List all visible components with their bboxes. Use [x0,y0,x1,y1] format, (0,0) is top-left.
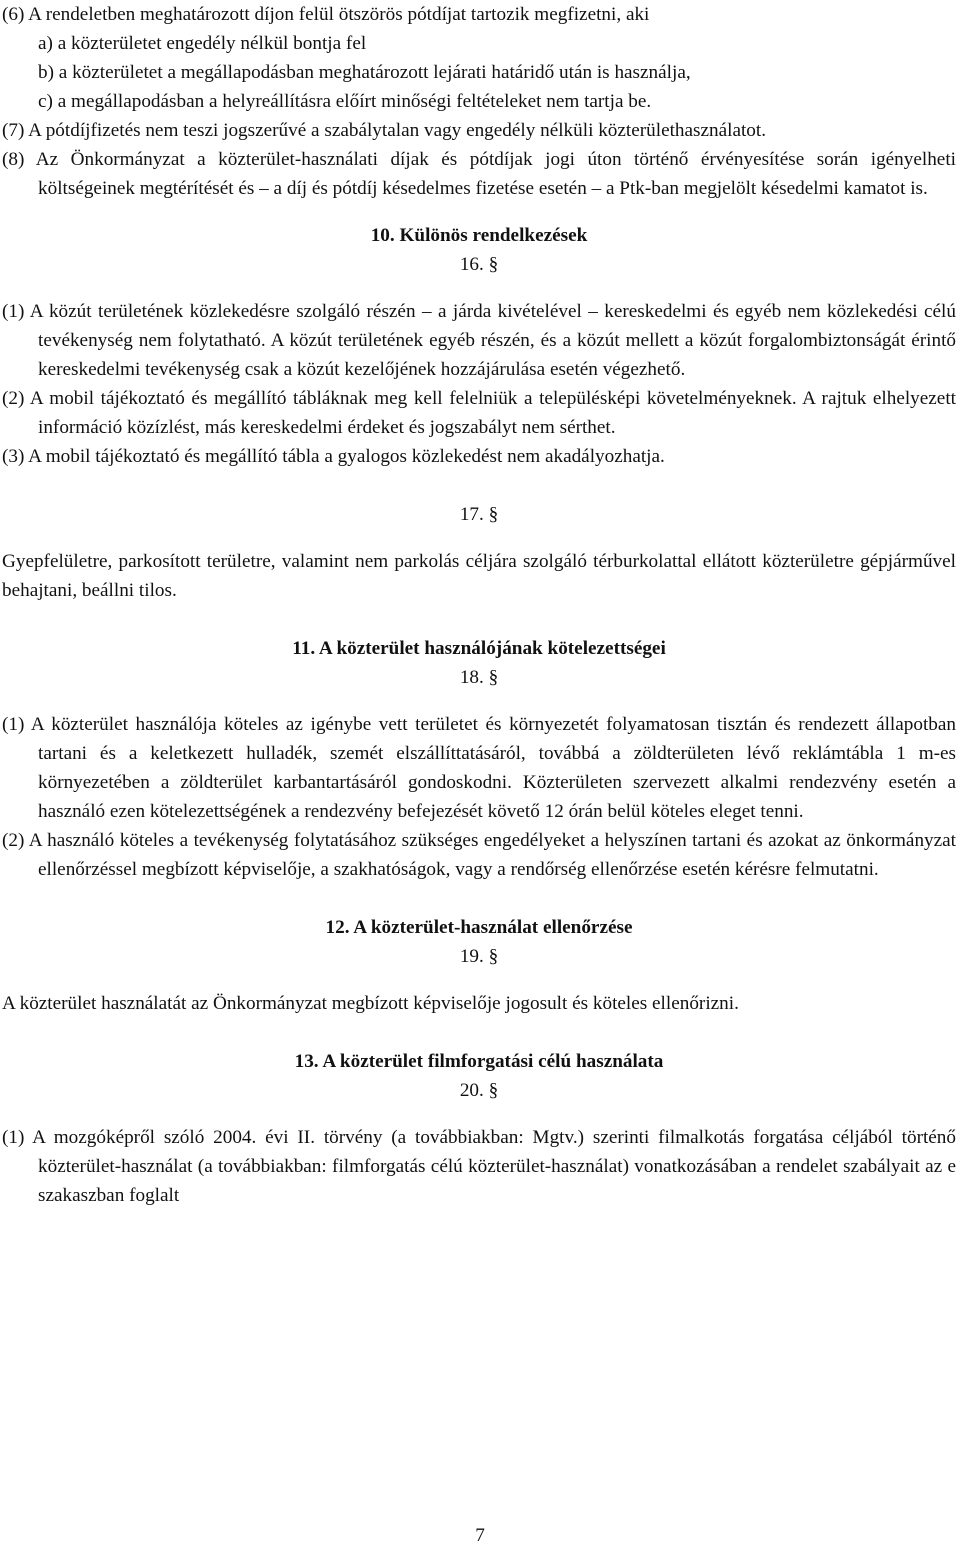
paragraph-6-intro: (6) A rendeletben meghatározott díjon felül ötszörös pótdíjat tartozik megfizetni, aki [2,4,650,25]
chapter-11-title: 11. A közterület használójának kötelezettségei [292,638,666,659]
section-18-number: 18. § [459,667,499,688]
paragraph-8: (8) Az Önkormányzat a közterület-használati díjak és pótdíjak jogi úton történő érvényesítése során igényelheti költségeinek megtérítését és – a díj és pótdíj késedelmes fizetése esetén – a Ptk-ban megjelölt késedelmi kamatot is. [2,149,956,199]
section-20-number: 20. § [459,1080,499,1101]
page-number: 7 [475,1525,485,1546]
paragraph-6-a: a) a közterületet engedély nélkül bontja fel [38,33,367,54]
section-20-paragraph-1: (1) A mozgóképről szóló 2004. évi II. törvény (a továbbiakban: Mgtv.) szerinti filmalkotás forgatása céljából történő közterület-használat (a továbbiakban: filmforgatás célú közterület-használat) vonatkozásában a rendelet szabályait az e szakaszban foglalt [2,1127,956,1206]
document-page [2,0,956,1210]
paragraph-6-b: b) a közterületet a megállapodásban meghatározott lejárati határidő után is használja, [38,62,691,83]
section-19-text: A közterület használatát az Önkormányzat megbízott képviselője jogosult és köteles ellenőrizni. [2,993,739,1014]
section-18-paragraph-1: (1) A közterület használója köteles az igénybe vett területet és környezetét folyamatosan tisztán és rendezett állapotban tartani és a keletkezett hulladék, szemét elszállíttatásáról, továbbá a zöldterületen lévő reklámtábla 1 m-es környezetében a zöldterület karbantartásáról gondoskodni. Közterületen szervezett alkalmi rendezvény esetén a használó ezen kötelezettségének a rendezvény befejezését követő 12 órán belül köteles eleget tenni. [2,714,956,822]
section-18-paragraph-2: (2) A használó köteles a tevékenység folytatásához szükséges engedélyeket a helyszínen tartani és azokat az önkormányzat ellenőrzéssel megbízott képviselője, a szakhatóságok, vagy a rendőrség ellenőrzése esetén kérésre felmutatni. [2,830,956,880]
paragraph-6-c: c) a megállapodásban a helyreállításra előírt minőségi feltételeket nem tartja be. [38,91,652,112]
section-19-number: 19. § [459,946,499,967]
section-16-paragraph-3: (3) A mobil tájékoztató és megállító tábla a gyalogos közlekedést nem akadályozhatja. [2,446,665,467]
chapter-12-title: 12. A közterület-használat ellenőrzése [325,917,633,938]
section-16-paragraph-2: (2) A mobil tájékoztató és megállító tábláknak meg kell felelniük a településképi követelményeknek. A rajtuk elhelyezett információ közízlést, más kereskedelmi érdeket és jogszabályt nem sérthet. [2,388,956,438]
chapter-13-title: 13. A közterület filmforgatási célú használata [294,1051,664,1072]
chapter-10-title: 10. Különös rendelkezések [370,225,588,246]
section-17-number: 17. § [459,504,499,525]
section-16-paragraph-1: (1) A közút területének közlekedésre szolgáló részén – a járda kivételével – kereskedelmi és egyéb nem közlekedési célú tevékenység nem folytatható. A közút területének egyéb részén, és a közút mellett a közút forgalombiztonságát érintő kereskedelmi tevékenység csak a közút kezelőjének hozzájárulása esetén végezhető. [2,301,956,380]
paragraph-7: (7) A pótdíjfizetés nem teszi jogszerűvé a szabálytalan vagy engedély nélküli közterülethasználatot. [2,120,767,141]
section-16-number: 16. § [459,254,499,275]
section-17-text: Gyepfelületre, parkosított területre, valamint nem parkolás céljára szolgáló térburkolattal ellátott közterületre gépjárművel behajtani, beállni tilos. [2,551,956,601]
